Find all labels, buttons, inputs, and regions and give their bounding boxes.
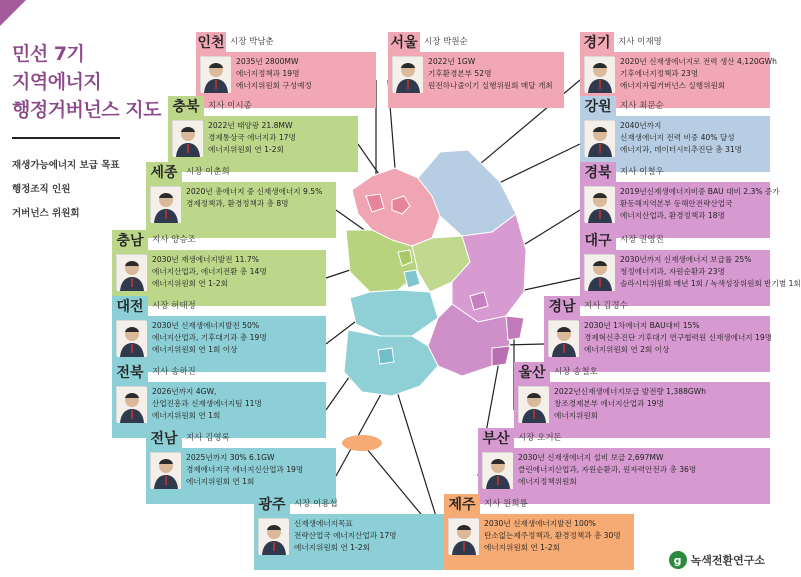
region-jeonnam-shape <box>344 330 438 396</box>
region-metrics <box>518 452 766 488</box>
metric-line: 신재생에너지 전력 비중 40% 달성 <box>620 133 735 142</box>
region-mayor: 지사 송하진 <box>152 367 196 377</box>
metric-line: 2020년 총에너지 중 신재생에너지 9.5% <box>186 187 323 196</box>
official-photo <box>116 254 146 290</box>
metric-line: 에너지과, 데이터시티추진단 총 31명 <box>620 145 743 154</box>
region-mayor: 지사 이재명 <box>618 37 662 47</box>
metric-line: 청정에너지과, 자원순환과 23명 <box>620 267 725 276</box>
region-mayor: 지사 원희룡 <box>484 499 528 509</box>
title-line-1: 민선 7기 <box>12 43 85 65</box>
region-gwangju-shape <box>378 348 394 364</box>
region-metrics <box>236 56 372 92</box>
region-metrics <box>584 320 773 356</box>
region-name: 경북 <box>580 162 616 182</box>
official-photo <box>584 120 614 156</box>
region-name: 강원 <box>580 96 616 116</box>
official-photo <box>548 320 578 356</box>
metric-line: 전략산업국 에너지산업과 17명 <box>294 531 397 540</box>
metric-line: 2020년 신재생에너지로 전력 생산 4,120GWh <box>620 57 777 66</box>
metric-line: 에너지위원회 연 1회 <box>186 477 255 486</box>
official-photo <box>482 452 512 488</box>
metric-line: 클린에너지산업과, 자원순환과, 원자력안전과 총 36명 <box>518 465 697 474</box>
region-name: 전남 <box>146 428 182 448</box>
metric-line: 에너지정책과 19명 <box>236 69 300 78</box>
region-metrics <box>484 518 630 554</box>
metric-line: 경제에너지국 에너지신산업과 19명 <box>186 465 304 474</box>
metric-line: 원전하나줄이기 실행위원회 매달 개최 <box>428 81 553 90</box>
region-info-box <box>388 52 564 108</box>
metric-line: 2030년 신재생에너지발전 100% <box>484 519 596 528</box>
region-name: 충남 <box>112 230 148 250</box>
official-photo <box>392 56 422 92</box>
metric-line: 에너지위원회 연 1-2회 <box>484 543 560 552</box>
region-name: 경남 <box>544 296 580 316</box>
metric-line: 에너지정책위원회 <box>518 477 577 486</box>
region-metrics <box>186 452 332 488</box>
region-metrics <box>294 518 440 554</box>
region-mayor: 시장 송철호 <box>554 367 598 377</box>
metric-line: 경제통상국 에너지과 17명 <box>208 133 296 142</box>
region-name: 대전 <box>112 296 148 316</box>
official-photo <box>116 320 146 356</box>
region-jeju-shape <box>342 435 382 451</box>
region-metrics <box>186 186 332 210</box>
metric-line: 2022년 1GW <box>428 57 476 66</box>
region-mayor: 지사 김영록 <box>186 433 230 443</box>
metric-line: 에너지위원회 연 1-2회 <box>208 145 284 154</box>
metric-line: 2030년 재생에너지발전 11.7% <box>152 255 259 264</box>
official-photo <box>172 120 202 156</box>
region-name: 부산 <box>478 428 514 448</box>
metric-line: 에너지자립거버넌스 실행위원회 <box>620 81 726 90</box>
official-photo <box>584 56 614 92</box>
metric-line: 기후에너지정책과 23명 <box>620 69 699 78</box>
region-name: 경기 <box>580 32 614 52</box>
official-photo <box>116 386 146 422</box>
region-mayor: 시장 오거돈 <box>518 433 562 443</box>
region-mayor: 시장 이춘희 <box>186 167 230 177</box>
region-metrics <box>428 56 560 92</box>
region-mayor: 지사 이철우 <box>620 167 664 177</box>
metric-line: 경제정책과, 환경정책과 총 8명 <box>186 199 289 208</box>
metric-line: 2022년 태양광 21.8MW <box>208 121 293 130</box>
region-busan-shape <box>492 346 510 366</box>
metric-line: 산업진흥과 신재생에너지팀 11명 <box>152 399 262 408</box>
metric-line: 2030년까지 신재생에너지 보급률 25% <box>620 255 752 264</box>
region-metrics <box>152 386 322 422</box>
legend-item-target: 재생가능에너지 보급 목표 <box>12 160 120 171</box>
metric-line: 경제혁신추진단 기후대기 연구협력원 신재생에너지 19명 <box>584 333 773 342</box>
region-mayor: 시장 권영진 <box>620 235 664 245</box>
metric-line: 탄소없는제주정책과, 환경정책과 총 30명 <box>484 531 621 540</box>
region-name: 세종 <box>146 162 182 182</box>
metric-line: 2019년신재생에너지비중 BAU 대비 2.3% 증가 <box>620 187 780 196</box>
metric-line: 2040년까지 <box>620 121 662 130</box>
logo-text: 녹색전환연구소 <box>690 554 765 567</box>
metric-line: 에너지위원회 연 1회 <box>152 411 221 420</box>
region-card-gwangju <box>254 494 444 576</box>
metric-line: 에너지산업과, 환경정책과 18명 <box>620 211 725 220</box>
official-photo <box>150 186 180 222</box>
metric-line: 에너지위원회 구성예정 <box>236 81 312 90</box>
metric-line: 에너지위원회 연 2회 이상 <box>584 345 670 354</box>
metric-line: 에너지산업과, 기후대기과 총 19명 <box>152 333 267 342</box>
metric-line: 솔라시티위원회 매년 1회 / 녹색성장위원회 반기별 1회 <box>620 279 801 288</box>
logo-icon: g <box>669 551 687 569</box>
region-name: 전북 <box>112 362 148 382</box>
region-card-seoul <box>388 32 564 114</box>
region-jeonbuk-shape <box>350 290 438 336</box>
legend-item-governance: 거버넌스 위원회 <box>12 208 80 219</box>
region-metrics <box>152 254 322 290</box>
metric-line: 에너지산업과, 에너지전환 총 14명 <box>152 267 267 276</box>
region-mayor: 지사 양승조 <box>152 235 196 245</box>
title-line-2: 지역에너지 <box>12 71 102 93</box>
legend-item-staff: 행정조직 인원 <box>12 184 71 195</box>
official-photo <box>584 254 614 290</box>
region-name: 제주 <box>444 494 480 514</box>
metric-line: 에너지위원회 <box>554 411 599 420</box>
region-mayor: 시장 이용섭 <box>294 499 338 509</box>
region-mayor: 시장 허태정 <box>152 301 196 311</box>
region-metrics <box>152 320 322 356</box>
metric-line: 2035년 2800MW <box>236 57 299 66</box>
region-metrics <box>620 186 780 222</box>
metric-line: 2030년 1차에너지 BAU대비 15% <box>584 321 700 330</box>
official-photo <box>518 386 548 422</box>
official-photo <box>584 186 614 222</box>
metric-line: 에너지위원회 연 1회 이상 <box>152 345 238 354</box>
title-line-3: 행정거버넌스 지도 <box>12 99 161 121</box>
metric-line: 2026년까지 4GW, <box>152 387 217 396</box>
region-mayor: 지사 김경수 <box>584 301 628 311</box>
region-name: 대구 <box>580 230 616 250</box>
region-mayor: 지사 이시종 <box>208 101 252 111</box>
region-name: 인천 <box>196 32 226 52</box>
region-metrics <box>208 120 354 156</box>
metric-line: 2022년신재생에너지보급 발전량 1,388GWh <box>554 387 707 396</box>
metric-line: 신재생에너지목표 <box>294 519 353 528</box>
region-info-box <box>444 514 634 570</box>
region-name: 충북 <box>168 96 204 116</box>
region-name: 울산 <box>514 362 550 382</box>
logo <box>669 551 765 569</box>
region-name: 서울 <box>388 32 420 52</box>
region-ulsan-shape <box>506 316 524 340</box>
region-mayor: 시장 박남춘 <box>230 37 274 47</box>
region-metrics <box>620 254 801 290</box>
region-metrics <box>620 120 766 156</box>
metric-line: 2030년 신재생에너지발전 50% <box>152 321 260 330</box>
official-photo <box>258 518 288 554</box>
region-mayor: 시장 박원순 <box>424 37 468 47</box>
region-info-box <box>254 514 444 570</box>
metric-line: 2030년 신재생에너지 설비 보급 2,697MW <box>518 453 664 462</box>
metric-line: 에너지위원회 연 1-2회 <box>294 543 370 552</box>
region-name: 광주 <box>254 494 290 514</box>
official-photo <box>448 518 478 554</box>
region-mayor: 지사 최문순 <box>620 101 664 111</box>
metric-line: 창조경제본부 에너지산업과 19명 <box>554 399 664 408</box>
metric-line: 2025년까지 30% 6.1GW <box>186 453 275 462</box>
official-photo <box>150 452 180 488</box>
region-metrics <box>554 386 766 422</box>
region-card-jeju <box>444 494 634 576</box>
official-photo <box>200 56 230 92</box>
metric-line: 환동해지역본부 동해안전략산업국 <box>620 199 733 208</box>
metric-line: 기후환경본부 52명 <box>428 69 492 78</box>
region-metrics <box>620 56 777 92</box>
metric-line: 에너지위원회 연 1-2회 <box>152 279 228 288</box>
